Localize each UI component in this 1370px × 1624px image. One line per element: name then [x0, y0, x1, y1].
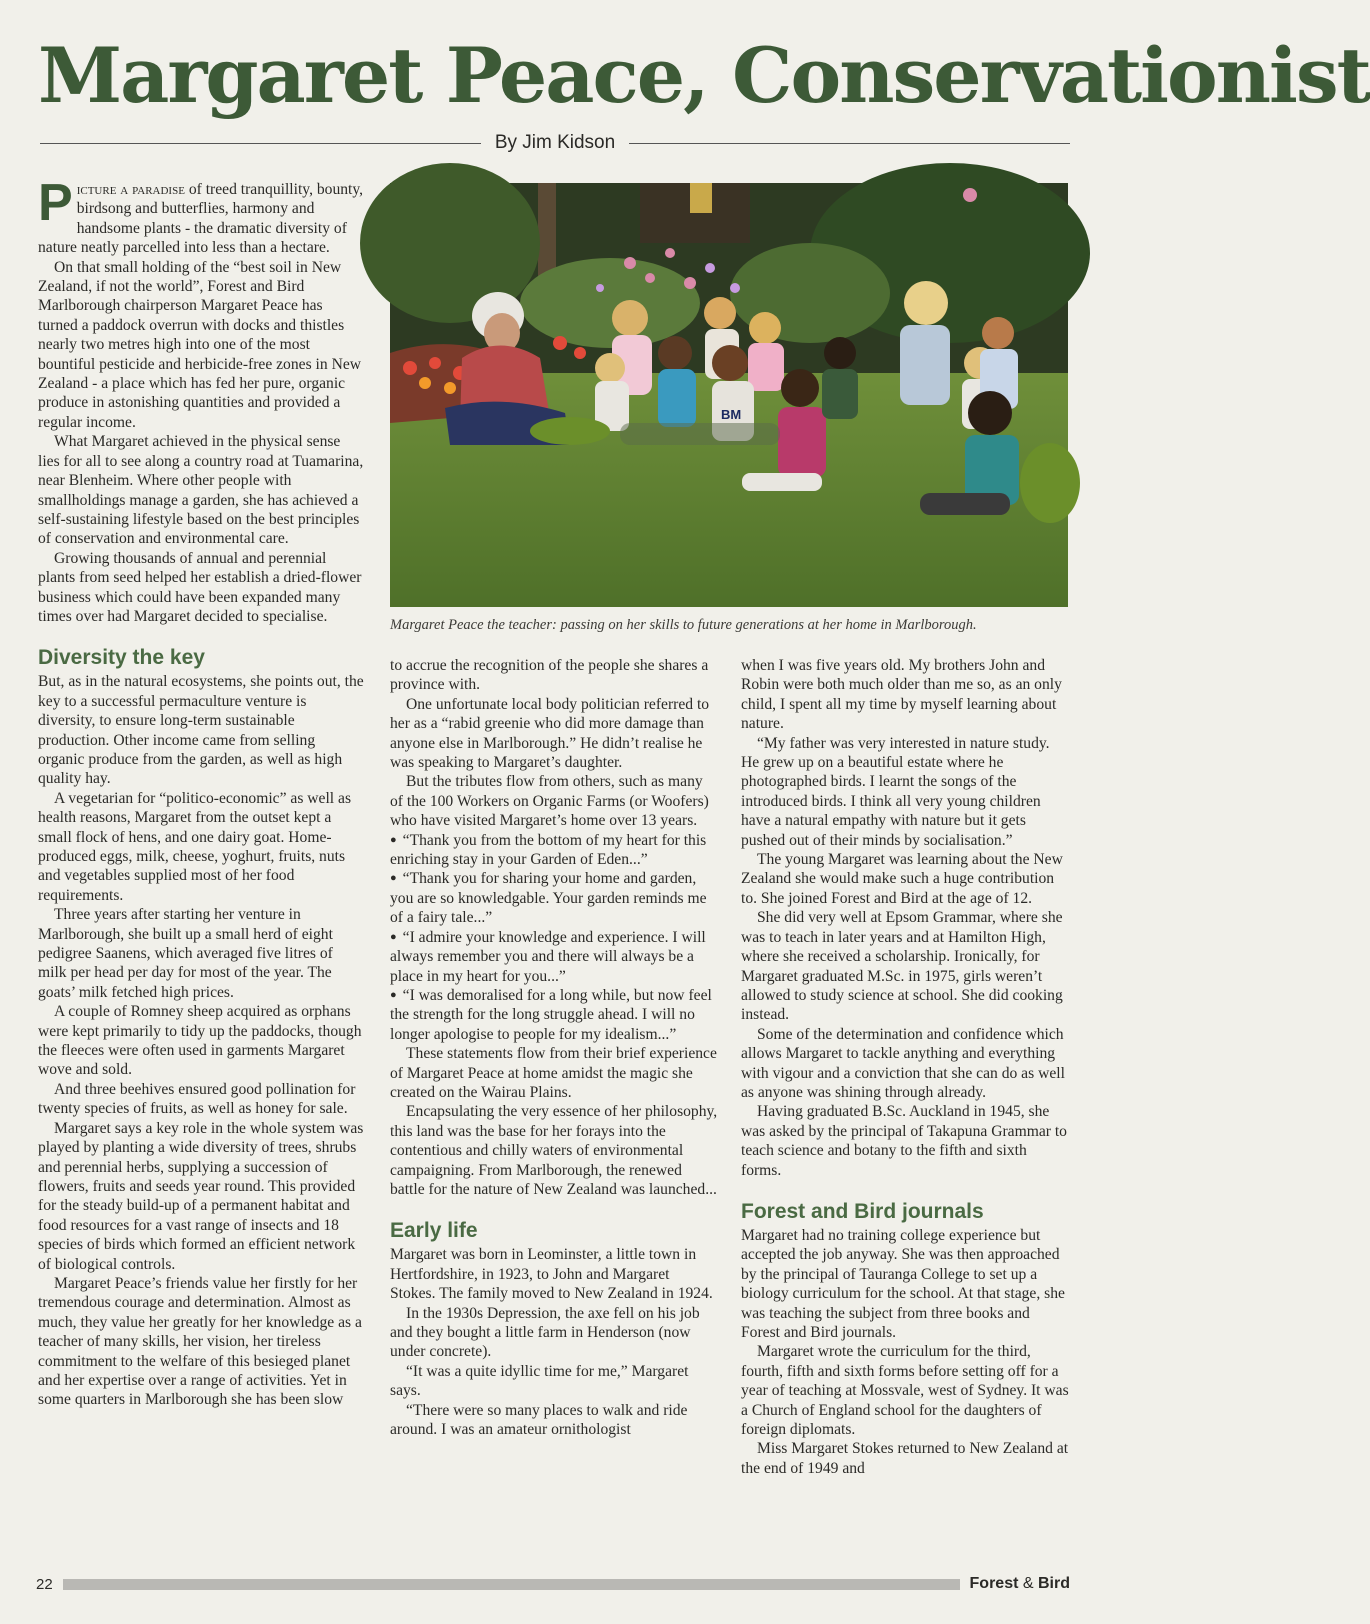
shirt-text: BM — [721, 407, 742, 422]
paragraph: Margaret wrote the curriculum for the third, fourth, fifth and sixth forms before setting off for a year of teaching at Mossvale, west of Sydney. It was a Church of England school for the daughters of foreign diplomats. — [741, 1343, 1069, 1439]
page-number: 22 — [36, 1575, 53, 1593]
paragraph: “It was a quite idyllic time for me,” Margaret says. — [390, 1362, 689, 1400]
paragraph: These statements flow from their brief experience of Margaret Peace at home amidst the magic she created on the Wairau Plains. — [390, 1045, 717, 1101]
quote-bullet: ● “Thank you from the bottom of my heart for this enriching stay in your Garden of Eden...” — [390, 831, 718, 870]
paragraph: Encapsulating the very essence of her philosophy, this land was the base for her forays into the contentious and chilly waters of environmental campaigning. From Marlborough, the renewed battle for the nature of New Zealand was launched... — [390, 1103, 718, 1198]
byline-row — [40, 132, 1070, 154]
drop-cap: P — [38, 174, 73, 232]
magazine-name-a: Forest — [969, 1575, 1019, 1592]
magazine-name-b: Bird — [1038, 1575, 1070, 1592]
paragraph: Some of the determination and confidence which allows Margaret to tackle anything and everything with vigour and a conviction that she can do as well as anyone was shining through already. — [741, 1025, 1065, 1101]
page-footer — [36, 1573, 1070, 1595]
quote-bullet: ● “I was demoralised for a long while, but now feel the strength for the long struggle ahead. I will no longer apologise to people for my idealism...” — [390, 986, 718, 1044]
byline: By Jim Kidson — [494, 132, 616, 153]
paragraph: A vegetarian for “politico-economic” as well as health reasons, Margaret from the outset kept a small flock of hens, and one dairy goat. Home-produced eggs, milk, cheese, yoghurt, fruits, nuts and vegetables supplied most of her food requirements. — [38, 789, 352, 904]
column-2 — [390, 656, 718, 1439]
quote-bullet: ● “I admire your knowledge and experience. I will always remember you and there will always be a place in my heart for you...” — [390, 928, 718, 986]
paragraph: A couple of Romney sheep acquired as orphans were kept primarily to tidy up the paddocks, though the fleeces were often used in garments Margaret wove and sold. — [38, 1003, 362, 1079]
quote-bullet: ● “Thank you for sharing your home and garden, you are so knowledgable. Your garden reminds me of a fairy tale...” — [390, 869, 718, 927]
paragraph: Having graduated B.Sc. Auckland in 1945, she was asked by the principal of Takapuna Grammar to teach science and botany to the fifth and sixth forms. — [741, 1103, 1067, 1179]
byline-rule-right — [629, 143, 1070, 144]
paragraph: One unfortunate local body politician referred to her as a “rabid greenie who did more damage than anyone else in Marlborough.” He didn’t realise he was speaking to Margaret’s daughter. — [390, 695, 710, 772]
paragraph: Miss Margaret Stokes returned to New Zealand at the end of 1949 and — [741, 1440, 1069, 1477]
paragraph: Growing thousands of annual and perennial plants from seed helped her establish a dried-flower business which could have been expanded many times over had Margaret decided to specialise. — [38, 549, 362, 625]
article-title: Margaret Peace, Conservationist — [38, 31, 1370, 120]
paragraph: In the 1930s Depression, the axe fell on his job and they bought a little farm in Henderson (now under concrete). — [390, 1304, 700, 1361]
lead-caps: icture a paradise — [76, 181, 185, 198]
column-1 — [38, 174, 365, 1410]
paragraph: But the tributes flow from others, such as many of the 100 Workers on Organic Farms (or Woofers) who have visited Margaret’s home over 13 years. — [390, 773, 709, 830]
section-heading-journals: Forest and Bird journals — [741, 1199, 984, 1223]
garden-photo — [390, 183, 1068, 607]
lead-paragraph — [38, 174, 365, 258]
photo-caption: Margaret Peace the teacher: passing on her skills to future generations at her home in Marlborough. — [390, 617, 977, 633]
paragraph: And three beehives ensured good pollination for twenty species of fruits, as well as honey for sale. — [38, 1080, 356, 1118]
paragraph: to accrue the recognition of the people she shares a province with. — [390, 657, 709, 694]
section-heading-early-life: Early life — [390, 1219, 478, 1243]
column-3 — [741, 656, 1069, 1478]
paragraph: when I was five years old. My brothers John and Robin were both much older than me so, as an only child, I spent all my time by myself learning about nature. — [741, 657, 1062, 733]
paragraph: Margaret was born in Leominster, a little town in Hertfordshire, in 1923, to John and Margaret Stokes. The family moved to New Zealand in 1924. — [390, 1246, 713, 1303]
paragraph: She did very well at Epsom Grammar, where she was to teach in later years and at Hamilton High, where she received a scholarship. Ironically, for Margaret graduated M.Sc. in 1975, girls weren’t allowed to study science at school. She did cooking instead. — [741, 909, 1063, 1024]
magazine-name-amp: & — [1018, 1575, 1038, 1592]
paragraph: What Margaret achieved in the physical sense lies for all to see along a country road at Tuamarina, near Blenheim. Where other people with smallholdings manage a garden, she has achieved a self-sustaining lifestyle based on the best principles of conservation and environmental care. — [38, 433, 364, 548]
footer-bar — [63, 1579, 960, 1590]
paragraph: Three years after starting her venture in Marlborough, she built up a small herd of eight pedigree Saanens, which averaged five litres of milk per head per day for most of the year. The goats’ milk fetched high prices. — [38, 906, 333, 1001]
paragraph: The young Margaret was learning about the New Zealand she would make such a huge contribution to. She joined Forest and Bird at the age of 12. — [741, 851, 1063, 907]
paragraph: Margaret says a key role in the whole system was played by planting a wide diversity of trees, shrubs and perennial herbs, supplying a succession of flowers, fruits and seeds year round. This provided for the steady build-up of a permanent habitat and food resources for a vast range of insects and 18 species of birds which formed an efficient network of biological controls. — [38, 1119, 364, 1273]
paragraph: “My father was very interested in nature study. He grew up on a beautiful estate where he photographed birds. I learnt the songs of the introduced birds. I think all very young children have a natural empathy with nature but it gets pushed out of their minds by socialisation.” — [741, 734, 1050, 849]
garden-photo-illustration — [390, 183, 1068, 607]
magazine-name — [970, 1575, 1070, 1593]
paragraph: “There were so many places to walk and ride around. I was an amateur ornithologist — [390, 1401, 688, 1439]
byline-rule-left — [40, 143, 481, 144]
section-heading-diversity: Diversity the key — [38, 646, 205, 670]
paragraph: But, as in the natural ecosystems, she points out, the key to a successful permaculture venture is diversity, to ensure long-term sustainable production. Other income came from selling organic produce from the garden, as well as high quality hay. — [38, 673, 364, 788]
paragraph: On that small holding of the “best soil in New Zealand, if not the world”, Forest and Bird Marlborough chairperson Margaret Peace has turned a paddock overrun with docks and thistles nearly two metres high into one of the most bountiful pesticide and herbicide-free zones in New Zealand - a place which has fed her pure, organic produce in astonishing quantities and provided a regular income. — [38, 258, 362, 431]
paragraph: Margaret Peace’s friends value her firstly for her tremendous courage and determination. Almost as much, they value her greatly for her knowledge as a teacher of many skills, her vision, her tireless commitment to the welfare of this besieged planet and her expertise over a range of activities. Yet in some quarters in Marlborough she has been slow — [38, 1274, 362, 1409]
lead-text: of treed tranquillity, bounty, birdsong and butterflies, harmony and handsome plants - the dramatic diversity of nature neatly parcelled into less than a hectare. — [38, 181, 364, 257]
paragraph: Margaret had no training college experience but accepted the job anyway. She was then approached by the principal of Tauranga College to set up a biology curriculum for the school. At that stage, she was teaching the subject from three books and Forest and Bird journals. — [741, 1226, 1065, 1341]
